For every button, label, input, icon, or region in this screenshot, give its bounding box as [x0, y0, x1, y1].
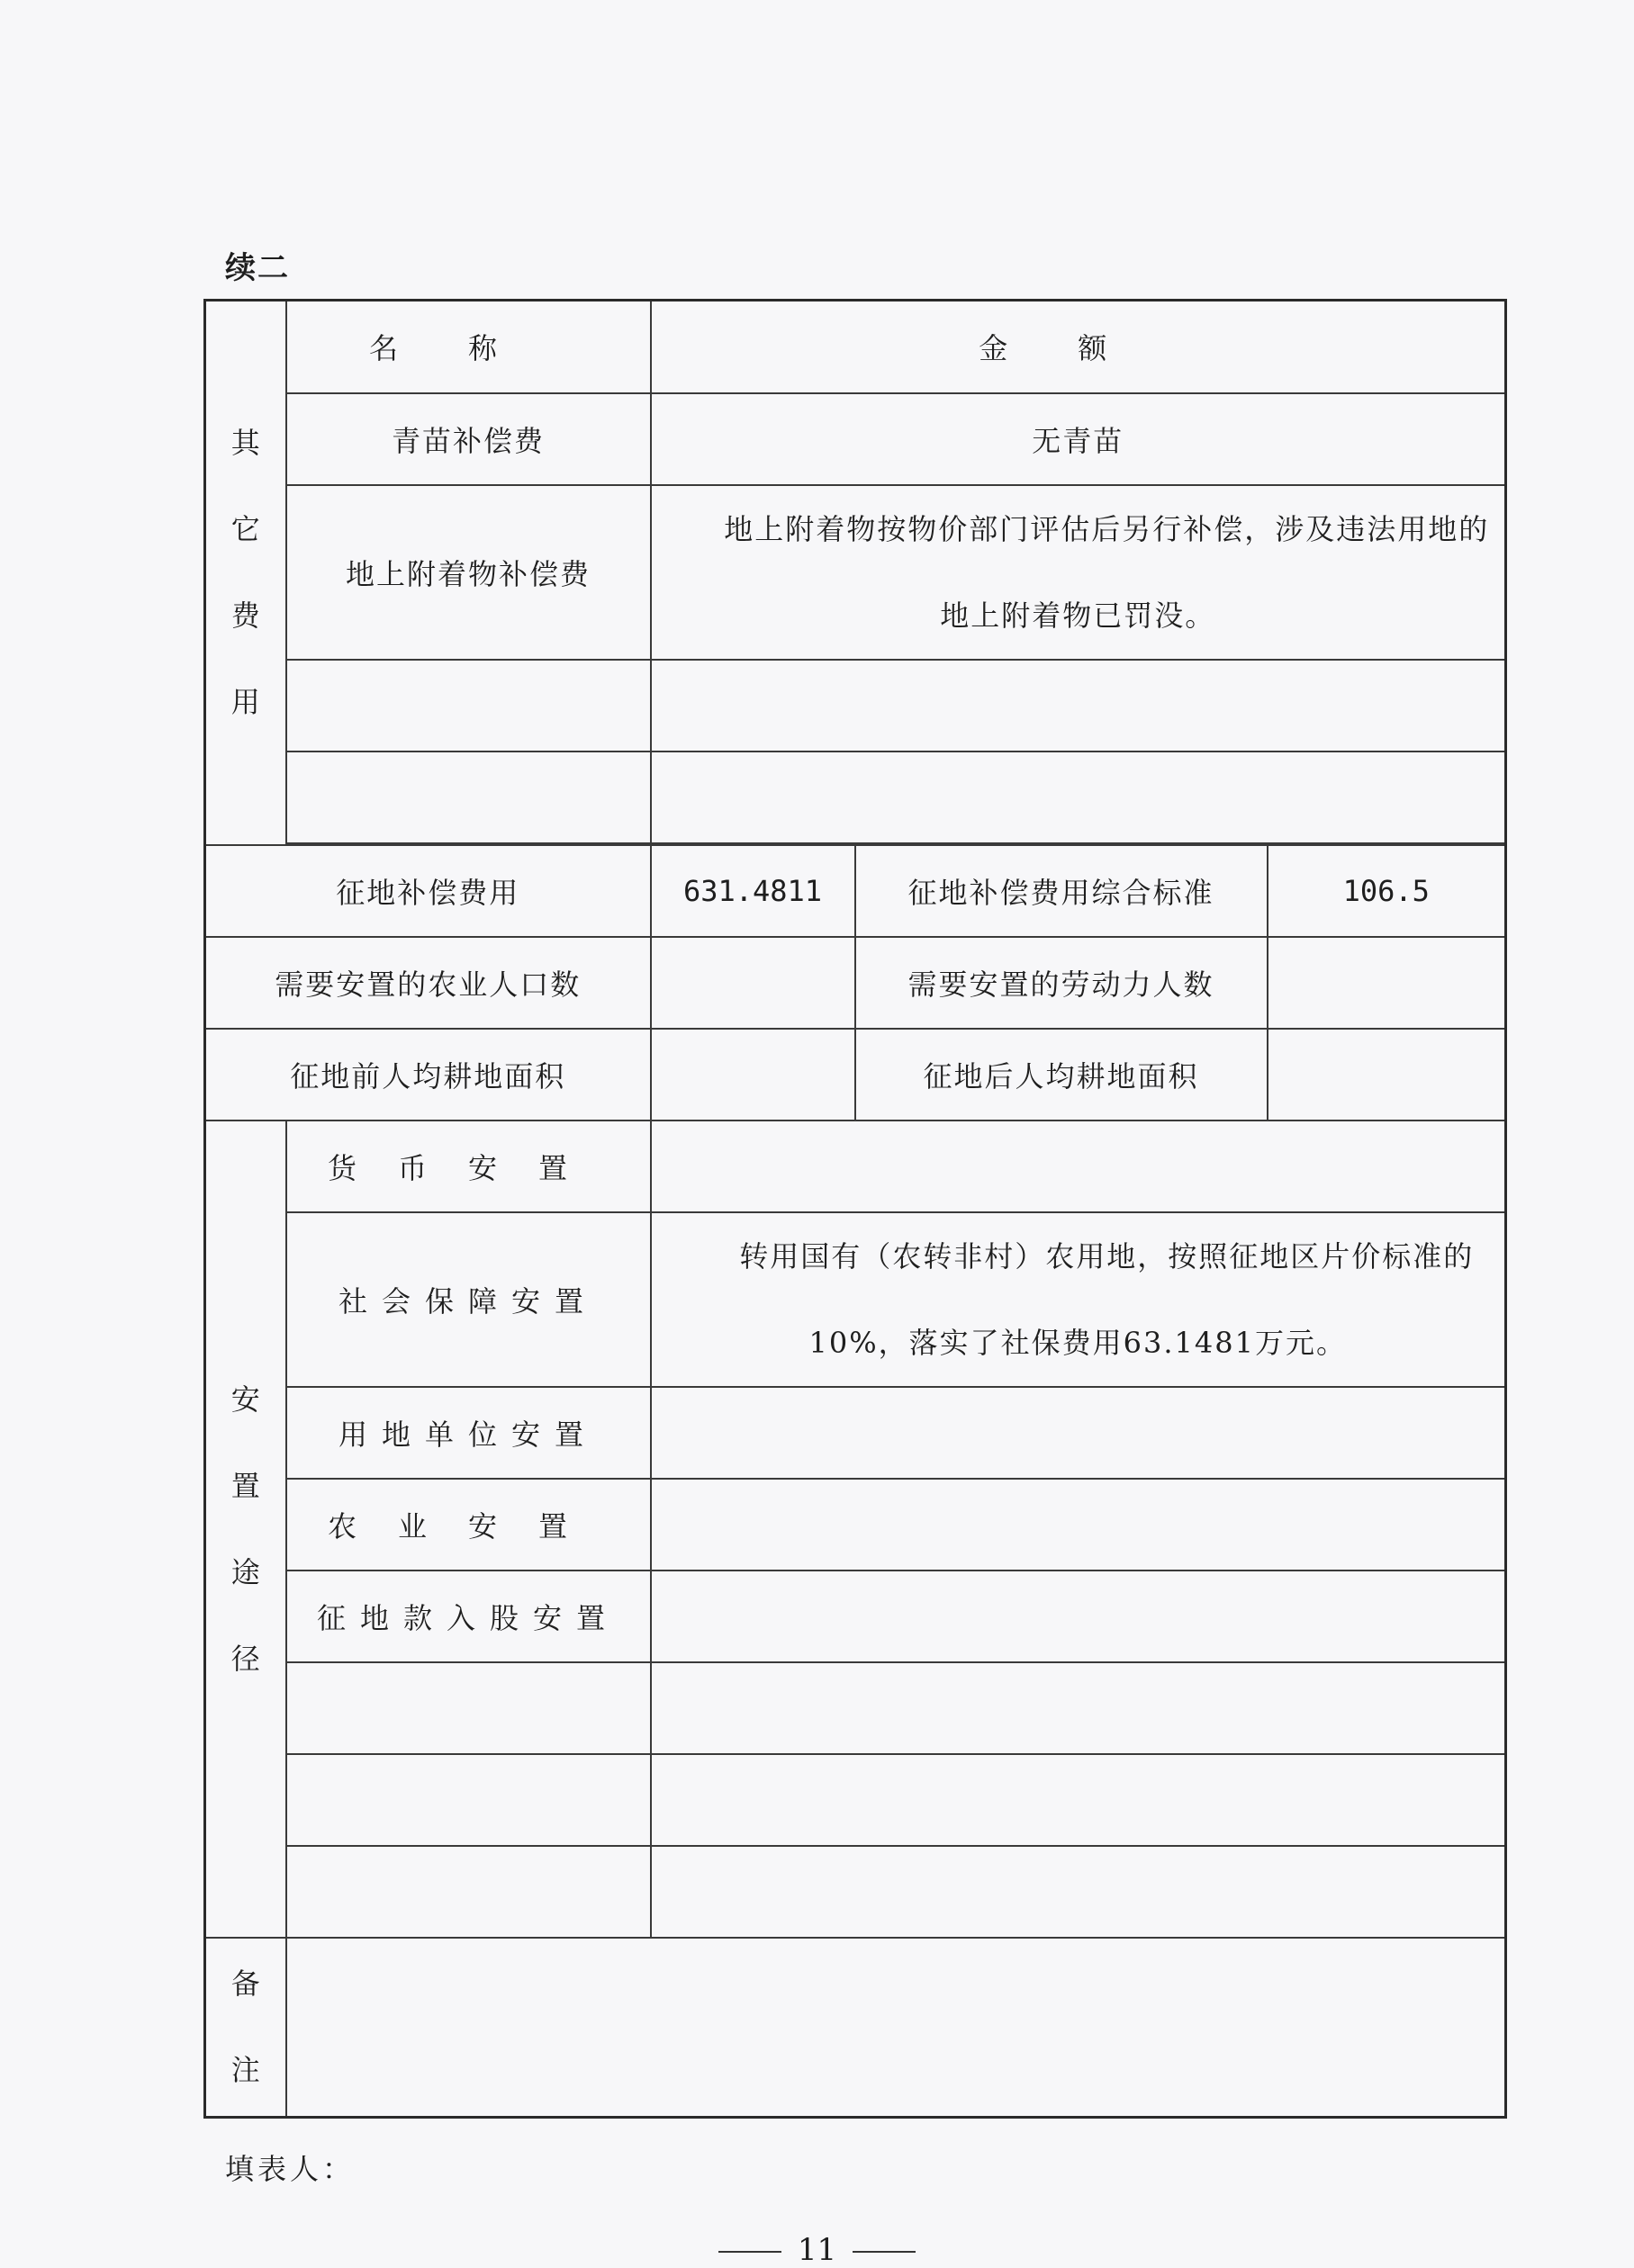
fee-name-cell	[286, 660, 651, 752]
other-fees-label-char: 用	[230, 685, 260, 720]
summary-label: 征地前人均耕地面积	[205, 1029, 651, 1120]
page-number	[0, 2232, 1634, 2268]
fee-amount-cell	[651, 660, 1506, 752]
header-name: 名称	[286, 301, 651, 393]
resettlement-name-cell: 社会保障安置	[286, 1212, 651, 1387]
resettlement-detail-cell	[651, 1754, 1506, 1846]
other-fees-label-char: 其	[230, 426, 260, 461]
resettlement-detail-cell	[651, 1846, 1506, 1938]
fee-name-cell	[286, 752, 651, 843]
summary-value: 631.4811	[651, 845, 855, 937]
fee-amount-cell: 无青苗	[651, 393, 1506, 485]
fee-amount-cell	[651, 752, 1506, 843]
resettlement-name-cell: 农业安置	[286, 1479, 651, 1570]
resettlement-name-cell	[286, 1662, 651, 1754]
resettlement-name-cell	[286, 1846, 651, 1938]
summary-label: 需要安置的农业人口数	[205, 937, 651, 1029]
remarks-label-char: 注	[230, 2053, 260, 2088]
summary-label: 征地补偿费用综合标准	[855, 845, 1268, 937]
resettlement-detail-cell	[651, 1570, 1506, 1662]
resettlement-label-char: 径	[230, 1641, 260, 1676]
resettlement-group-label	[205, 1120, 286, 1938]
resettlement-name-cell: 用地单位安置	[286, 1387, 651, 1479]
land-acquisition-form-table	[203, 299, 1507, 2119]
resettlement-detail-cell	[651, 1120, 1506, 1212]
resettlement-name-cell: 货币安置	[286, 1120, 651, 1212]
remarks-label	[205, 1938, 286, 2118]
resettlement-detail-cell: 转用国有（农转非村）农用地，按照征地区片价标准的10%，落实了社保费用63.1481万元。	[651, 1212, 1506, 1387]
other-fees-label-char: 费	[230, 598, 260, 634]
resettlement-label-char: 置	[230, 1468, 260, 1503]
summary-value	[1268, 1029, 1506, 1120]
resettlement-name-cell	[286, 1754, 651, 1846]
other-fees-group-label	[205, 301, 286, 845]
other-fees-label-char: 它	[230, 512, 260, 547]
fee-name-cell: 青苗补偿费	[286, 393, 651, 485]
page-heading: 续二	[225, 250, 290, 286]
remarks-label-char: 备	[230, 1966, 260, 2002]
fee-amount-cell: 地上附着物按物价部门评估后另行补偿，涉及违法用地的地上附着物已罚没。	[651, 485, 1506, 660]
summary-value	[651, 937, 855, 1029]
header-amount: 金额	[651, 301, 1506, 393]
summary-label: 征地后人均耕地面积	[855, 1029, 1268, 1120]
resettlement-detail-cell	[651, 1479, 1506, 1570]
summary-label: 需要安置的劳动力人数	[855, 937, 1268, 1029]
summary-label: 征地补偿费用	[205, 845, 651, 937]
resettlement-label-char: 途	[230, 1554, 260, 1589]
fee-name-cell: 地上附着物补偿费	[286, 485, 651, 660]
summary-value	[651, 1029, 855, 1120]
resettlement-detail-cell	[651, 1387, 1506, 1479]
resettlement-label-char: 安	[230, 1382, 260, 1417]
summary-value: 106.5	[1268, 845, 1506, 937]
page-number-dash	[853, 2251, 916, 2253]
page-number-dash	[718, 2251, 781, 2253]
remarks-content	[286, 1938, 1506, 2118]
summary-value	[1268, 937, 1506, 1029]
form-filler-label: 填表人：	[225, 2152, 356, 2186]
page-number-value: 11	[797, 2232, 837, 2268]
resettlement-detail-cell	[651, 1662, 1506, 1754]
resettlement-name-cell: 征地款入股安置	[286, 1570, 651, 1662]
